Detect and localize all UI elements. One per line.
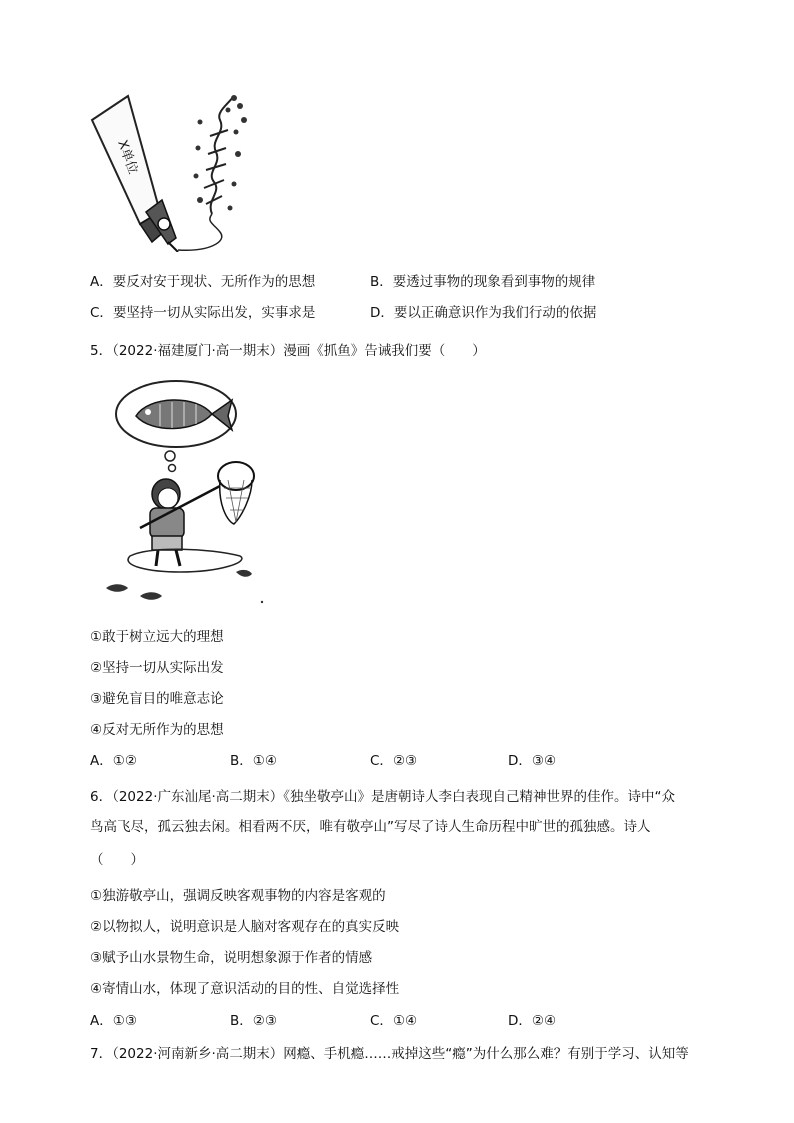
q5-statement-4: ④反对无所作为的思想 [90,722,224,738]
q6-stem-line-3: （ ） [90,852,144,868]
q6-statement-1: ①独游敬亭山，强调反映客观事物的内容是客观的 [90,888,386,904]
pen-label: X单位 [114,138,141,177]
q5-statement-2: ②坚持一切从实际出发 [90,660,224,676]
flower-stem-icon [204,96,234,214]
q5-statement-1: ①敢于树立远大的理想 [90,629,224,645]
q6-choice-d[interactable]: D．②④ [508,1013,557,1029]
q4-option-a[interactable]: A．要反对安于现状、无所作为的思想 [90,274,316,290]
q5-choice-a[interactable]: A．①② [90,753,137,769]
q5-statement-3: ③避免盲目的唯意志论 [90,691,224,707]
small-fish-icon [106,570,252,600]
q6-statement-2: ②以物拟人，说明意识是人脑对客观存在的真实反映 [90,919,400,935]
q7-stem: 7．（2022·河南新乡·高二期末）网瘾、手机瘾……戒掉这些“瘾”为什么那么难？有别于学习、认知等 [90,1046,689,1062]
q4-option-b[interactable]: B．要透过事物的现象看到事物的规律 [370,274,596,290]
q6-choice-c[interactable]: C．①④ [370,1013,418,1029]
q6-statement-3: ③赋予山水景物生命，说明想象源于作者的情感 [90,950,373,966]
q5-stem: 5．（2022·福建厦门·高一期末）漫画《抓鱼》告诫我们要（ ） [90,343,486,359]
q6-choice-a[interactable]: A．①③ [90,1013,137,1029]
q4-option-c[interactable]: C．要坚持一切从实际出发，实事求是 [90,305,316,321]
person-icon [150,479,184,566]
fishing-net-icon [218,462,254,524]
q5-choice-d[interactable]: D．③④ [508,753,557,769]
catching-fish-cartoon [100,376,270,606]
pen-flower-cartoon [88,92,258,252]
q6-choice-b[interactable]: B．②③ [230,1013,277,1029]
q6-stem-line-2: 鸟高飞尽，孤云独去闲。相看两不厌，唯有敬亭山”写尽了诗人生命历程中旷世的孤独感。诗人 [90,819,651,835]
q6-stem-line-1: 6．（2022·广东汕尾·高二期末）《独坐敬亭山》是唐朝诗人李白表现自己精神世界的佳作。诗中“众 [90,789,676,805]
fountain-pen-icon [92,96,178,252]
q5-choice-c[interactable]: C．②③ [370,753,418,769]
q6-statement-4: ④寄情山水，体现了意识活动的目的性、自觉选择性 [90,981,400,997]
q4-option-d[interactable]: D．要以正确意识作为我们行动的依据 [370,305,597,321]
q5-choice-b[interactable]: B．①④ [230,753,277,769]
